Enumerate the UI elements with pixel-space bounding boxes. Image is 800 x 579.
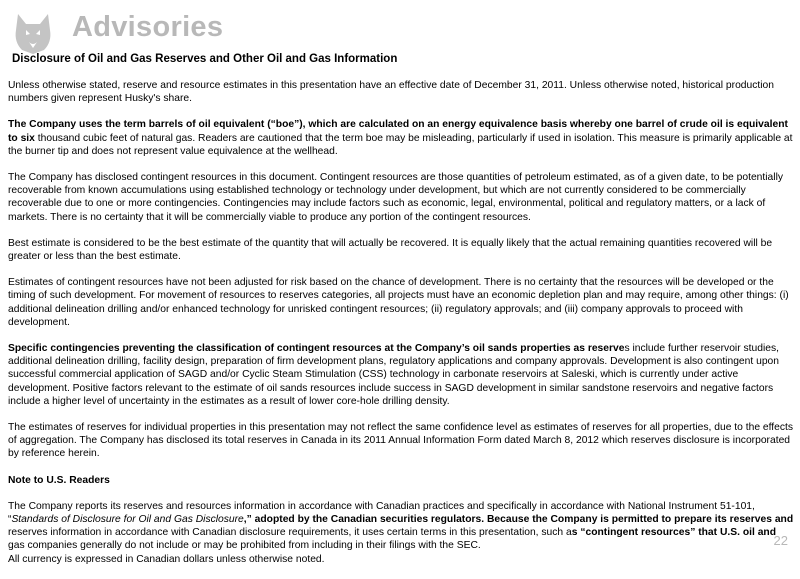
page-number: 22 <box>773 533 788 548</box>
boe-caution: thousand cubic feet of natural gas. Readers are cautioned that the term boe may be misleading, particularly if used in isolation. This measure is primarily applicable at the burner tip and does not represent value equivalence at the wellhead. <box>8 132 793 157</box>
paragraph-best-estimate: Best estimate is considered to be the best estimate of the quantity that will actually be recovered. It is equally likely that the actual remaining quantities recovered will be greater or less than the best estimate. <box>8 237 773 263</box>
advisory-body <box>8 79 794 579</box>
section-subtitle: Disclosure of Oil and Gas Reserves and Other Oil and Gas Information <box>12 53 398 65</box>
contingencies-rest: s include further reservoir studies, additional delineation drilling, facility design, preparation of firm development plans, regulatory applications and company approvals. Development is also contingent upon successful commercial application of SAGD and/or Cyclic Steam Stimulation (CSS) technology in carbonate reservoirs at Saleski, which is currently under active development. Positive factors relevant to the estimate of oil sands resources include success in SAGD development in similar sandstone reservoirs and negative factors include a higher level of uncertainty in the estimates as a result of lower core-hole drilling density. <box>8 343 780 407</box>
us-text-bold2: s “contingent resources” that U.S. oil and <box>571 527 777 539</box>
husky-logo-icon <box>10 10 56 56</box>
paragraph-aggregation: The estimates of reserves for individual properties in this presentation may not reflect the same confidence level as estimates of reserves for all properties, due to the effects of aggregation. The Company has disclosed its total reserves in Canada in its 2011 Annual Information Form dated March 8, 2012 which reserves disclosure is incorporated by reference herein. <box>8 422 794 460</box>
us-text-a: The Company reports its reserves and resources information in accordance with Canadian practices and specifically in accordance with National Instrument 51-101, “ <box>8 500 755 526</box>
boe-definition: The Company uses the term barrels of oil equivalent (“boe”), which are calculated on an energy equivalence basis whereby one barrel of crude oil is equivalent to six <box>8 119 788 144</box>
paragraph-boe <box>8 118 794 158</box>
paragraph-risk: Estimates of contingent resources have not been adjusted for risk based on the chance of development. There is no certainty that the resources will be developed or the timing of such development. For movement of resources to reserves categories, all projects must have an economic depletion plan and may require, among other things: (i) additional delineation drilling and/or enhanced technology for unrisked contingent resources; (ii) regulatory approvals; and (iii) company approvals to proceed with development. <box>8 277 789 328</box>
paragraph-currency: All currency is expressed in Canadian dollars unless otherwise noted. <box>8 553 325 565</box>
us-standard-title: Standards of Disclosure for Oil and Gas Disclosure <box>11 514 244 526</box>
us-text-b: reserves information in accordance with Canadian disclosure requirements, it uses certain terms in this presentation, such a <box>8 527 572 539</box>
paragraph-specific-contingencies <box>8 342 794 408</box>
heading-us-readers: Note to U.S. Readers <box>8 474 110 486</box>
contingencies-lead: Specific contingencies preventing the classification of contingent resources at the Company’s oil sands properties as reserve <box>8 343 625 355</box>
page-title: Advisories <box>72 11 224 43</box>
paragraph-contingent-resources: The Company has disclosed contingent resources in this document. Contingent resources are those quantities of petroleum estimated, as of a given date, to be potentially recoverable from known accumulations using established technology or technology under development, but which are not currently considered to be commercially recoverable due to one or more contingencies. Contingencies may include factors such as economic, legal, environmental, political and regulatory matters, or a lack of markets. There is no certainty that it will be commercially viable to produce any portion of the contingent resources. <box>8 172 784 223</box>
paragraph-effective-date: Unless otherwise stated, reserve and resource estimates in this presentation have an effective date of December 31, 2011. Unless otherwise noted, historical production numbers given represent Husky's share. <box>8 80 775 105</box>
us-text-bold1: ,” adopted by the Canadian securities regulators. Because the Company is permitted to prepare its reserves and <box>243 514 794 526</box>
paragraph-us-readers <box>8 500 794 553</box>
us-text-c: gas companies generally do not include or may be prohibited from including in their filings with the SEC. <box>8 540 481 552</box>
